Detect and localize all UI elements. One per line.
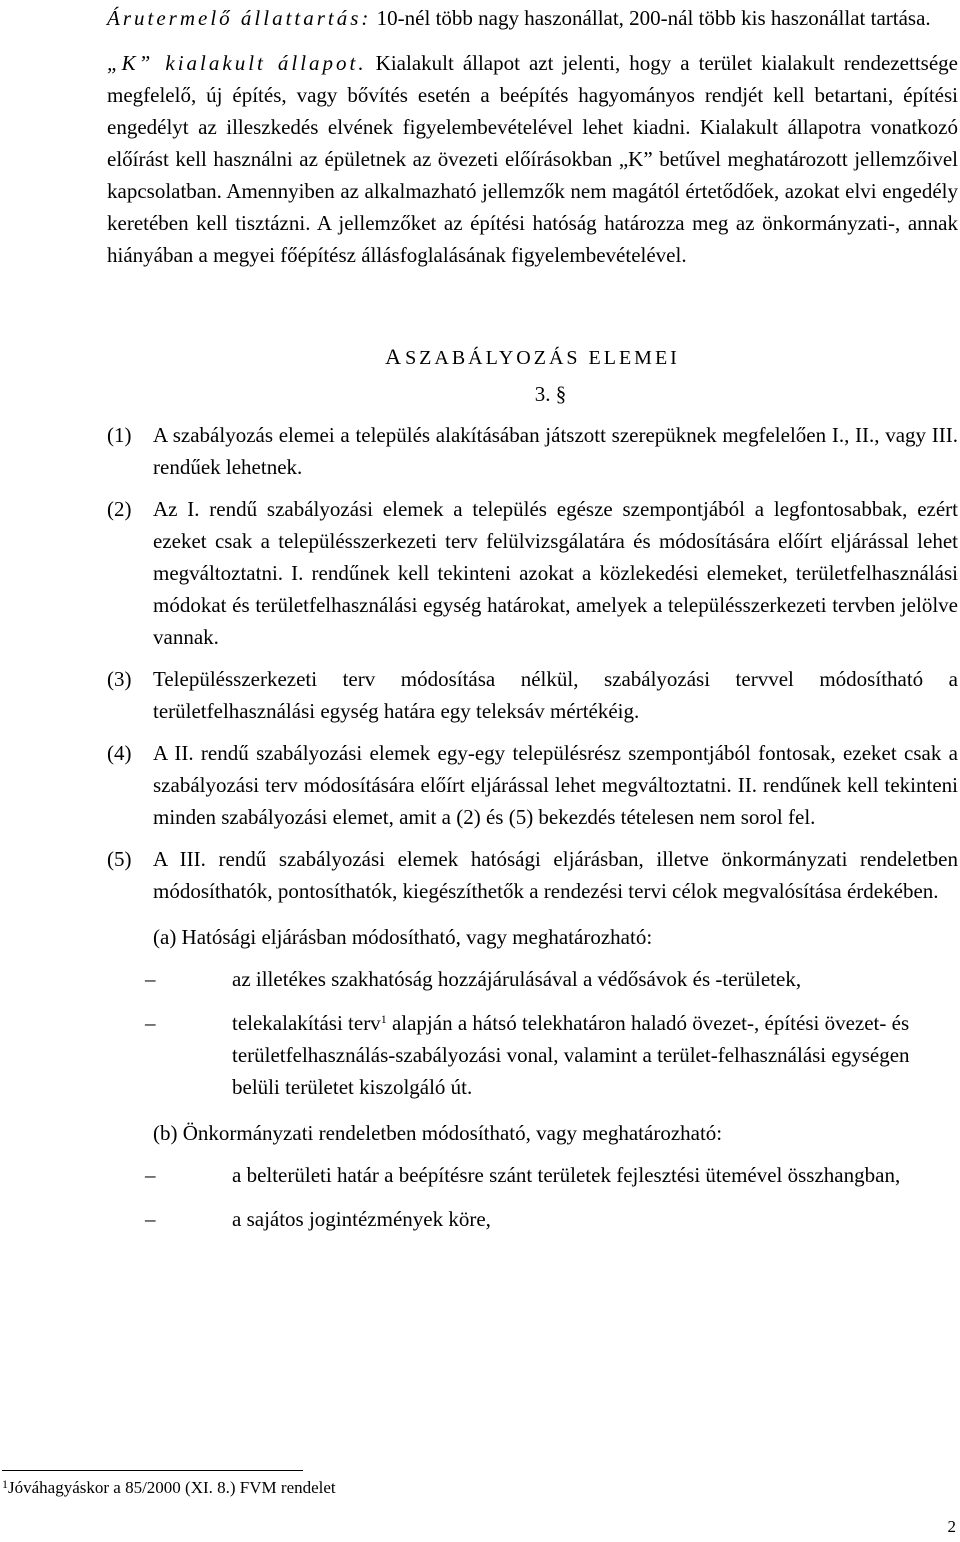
footnote-marker: 1 — [2, 1477, 8, 1491]
dash-bullet: – — [145, 1011, 156, 1035]
item-text: A szabályozás elemei a település alakításában játszott szerepüknek megfelelően I., II., vagy III. rendűek lehetnek. — [153, 423, 958, 479]
dash-item — [145, 963, 958, 995]
item-number: (3) — [107, 667, 132, 691]
item-number: (1) — [107, 423, 132, 447]
dash-bullet: – — [145, 1207, 156, 1231]
item-text: Az I. rendű szabályozási elemek a település egésze szempontjából a legfontosabbak, ezért ezeket csak a településszerkezeti terv felülvizsgálatára és módosítására előírt eljárással lehet megváltoztatni. I. rendűnek kell tekinteni azokat a közlekedési elemeket, területfelhasználási módokat és területfelhasználási egység határokat, amelyek a településszerkezeti tervben jelölve vannak. — [153, 497, 958, 649]
item-text: Településszerkezeti terv módosítása nélkül, szabályozási tervvel módosítható a területfelhasználási egység határa egy teleksáv mértékéig. — [153, 667, 958, 723]
document-page — [107, 2, 958, 1235]
paragraph-item-4 — [107, 737, 958, 833]
page-number: 2 — [947, 1517, 956, 1536]
section-number: 3. § — [534, 382, 567, 406]
item-text: A II. rendű szabályozási elemek egy-egy településrész szempontjából fontosak, ezeket csak a szabályozási terv módosítására előírt eljárással lehet megváltoztatni. II. rendűnek kell tekinteni minden szabályozási elemet, amit a (2) és (5) bekezdés tételesen nem sorol fel. — [153, 741, 958, 829]
term-label: „K” kialakult állapot. — [107, 51, 367, 75]
dash-item — [145, 1007, 958, 1103]
intro-paragraph-1 — [107, 2, 958, 34]
subitem-a-label: (a) Hatósági eljárásban módosítható, vagy meghatározható: — [153, 925, 653, 949]
footnote-reference[interactable]: 1 — [380, 1012, 387, 1026]
footnote-divider — [2, 1470, 303, 1471]
dash-item — [145, 1203, 958, 1235]
term-label: Árutermelő állattartás: — [107, 6, 372, 30]
subitem-b-label: (b) Önkormányzati rendeletben módosítható, vagy meghatározható: — [153, 1121, 723, 1145]
item-number: (4) — [107, 741, 132, 765]
paragraph-item-1 — [107, 419, 958, 483]
section-title: A SZABÁLYOZÁS ELEMEI — [385, 344, 680, 369]
footnote — [2, 1477, 336, 1499]
term-text: 10-nél több nagy haszonállat, 200-nál több kis haszonállat tartása. — [371, 6, 931, 30]
item-number: (5) — [107, 847, 132, 871]
dash-item-text: az illetékes szakhatóság hozzájárulásával a védősávok és -területek, — [232, 967, 802, 991]
item-number: (2) — [107, 497, 132, 521]
dash-item-text: a belterületi határ a beépítésre szánt területek fejlesztési ütemével összhangban, — [232, 1163, 901, 1187]
dash-bullet: – — [145, 967, 156, 991]
dash-item-text: a sajátos jogintézmények köre, — [232, 1207, 491, 1231]
term-text: Kialakult állapot azt jelenti, hogy a terület kialakult rendezettsége megfelelő, új építés, vagy bővítés esetén a beépítés hagyományos rendjét kell betartani, építési engedélyt az illeszkedés elvének figyelembevételével lehet kiadni. Kialakult állapotra vonatkozó előírást kell használni az épületnek az övezeti előírásokban „K” betűvel meghatározott jellemzőivel kapcsolatban. Amennyiben az alkalmazható jellemzők nem magától értetődőek, azokat elvi engedély keretében kell tisztázni. A jellemzőket az építési hatóság határozza meg az önkormányzati-, annak hiányában a megyei főépítész állásfoglalásának figyelembevételével. — [107, 51, 958, 267]
item-text: A III. rendű szabályozási elemek hatósági eljárásban, illetve önkormányzati rendeletben módosíthatók, pontosíthatók, kiegészíthetők a rendezési tervi célok megvalósítása érdekében. — [153, 847, 958, 903]
footnote-text: Jóváhagyáskor a 85/2000 (XI. 8.) FVM rendelet — [8, 1478, 336, 1497]
dash-item-text: telekalakítási terv$^1$ alapján a hátsó telekhatáron haladó övezet-, építési övezet- és területfelhasználás-szabályozási vonal, valamint a terület-felhasználási egységen belüli területet kiszolgáló út. — [232, 1011, 910, 1099]
intro-paragraph-2 — [107, 47, 958, 271]
paragraph-item-3 — [107, 663, 958, 727]
dash-item — [145, 1159, 958, 1191]
dash-bullet: – — [145, 1163, 156, 1187]
paragraph-item-2 — [107, 493, 958, 653]
paragraph-item-5 — [107, 843, 958, 907]
